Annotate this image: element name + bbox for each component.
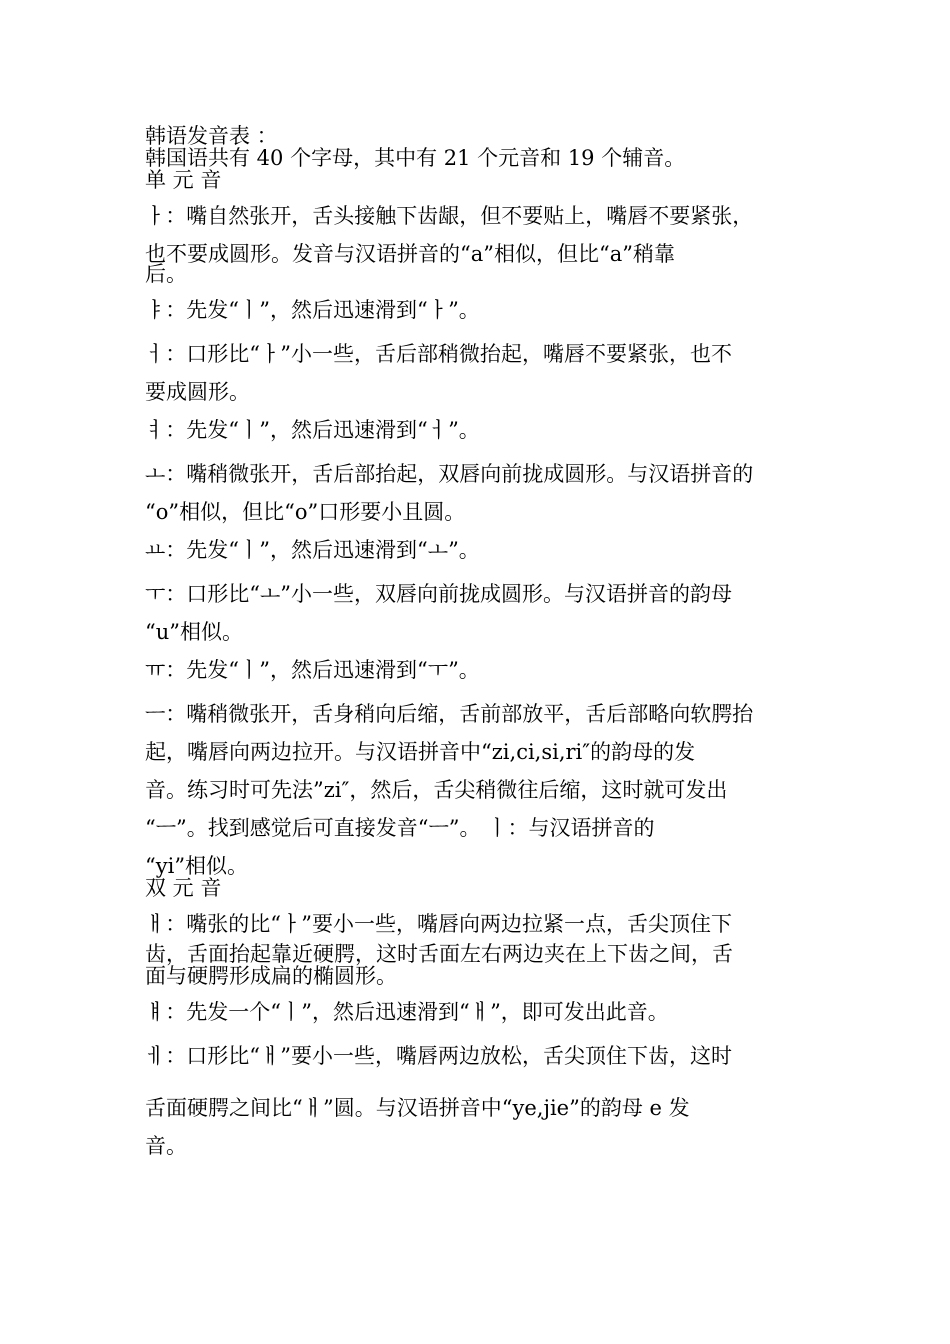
vowel-o-line-2: “o”相似，但比“o”口形要小且圆。 [145, 500, 466, 524]
vowel-eu-line-3: 音。练习时可先法”zi″，然后，舌尖稍微往后缩，这时就可发出 [145, 778, 728, 802]
vowel-yeo-line: ㅕ：先发“ㅣ”，然后迅速滑到“ㅓ”。 [145, 418, 480, 442]
vowel-yo-line: ㅛ：先发“ㅣ”，然后迅速滑到“ㅗ”。 [145, 538, 480, 562]
vowel-ae-line-2: 齿，舌面抬起靠近硬腭，这时舌面左右两边夹在上下齿之间，舌 [145, 942, 733, 966]
intro-text: 韩国语共有 40 个字母，其中有 21 个元音和 19 个辅音。 [145, 146, 686, 170]
vowel-yae-line: ㅒ：先发一个“ㅣ”，然后迅速滑到“ㅐ”，即可发出此音。 [145, 1000, 669, 1024]
vowel-ya-line: ㅑ：先发“ㅣ”，然后迅速滑到“ㅏ”。 [145, 298, 480, 322]
vowel-a-line-1: ㅏ：嘴自然张开，舌头接触下齿龈，但不要贴上，嘴唇不要紧张， [145, 204, 754, 228]
vowel-eo-line-2: 要成圆形。 [145, 380, 250, 404]
vowel-u-line-1: ㅜ：口形比“ㅗ”小一些，双唇向前拢成圆形。与汉语拼音的韵母 [145, 582, 733, 606]
vowel-yu-line: ㅠ：先发“ㅣ”，然后迅速滑到“ㅜ”。 [145, 658, 480, 682]
vowel-o-line-1: ㅗ：嘴稍微张开，舌后部抬起，双唇向前拢成圆形。与汉语拼音的 [145, 462, 754, 486]
vowel-eo-line-1: ㅓ：口形比“ㅏ”小一些，舌后部稍微抬起，嘴唇不要紧张，也不 [145, 342, 733, 366]
document-page [145, 125, 810, 1165]
vowel-u-line-2: “u”相似。 [145, 620, 243, 644]
document-title: 韩语发音表 ： [145, 124, 278, 148]
vowel-eu-line-4: “ㅡ”。找到感觉后可直接发音“ㅡ”。 ㅣ：与汉语拼音的 [145, 816, 655, 840]
vowel-ae-line-3: 面与硬腭形成扁的椭圆形。 [145, 964, 397, 988]
vowel-e-line-1: ㅔ：口形比“ㅐ”要小一些，嘴唇两边放松，舌尖顶住下齿，这时 [145, 1044, 733, 1068]
vowel-a-line-2: 也不要成圆形。发音与汉语拼音的“a”相似，但比“a”稍靠 [145, 242, 675, 266]
vowel-eu-line-2: 起，嘴唇向两边拉开。与汉语拼音中“zi,ci,si,ri″的韵母的发 [145, 740, 696, 764]
vowel-a-line-3: 后。 [145, 262, 187, 286]
vowel-ae-line-1: ㅐ：嘴张的比“ㅏ”要小一些，嘴唇向两边拉紧一点，舌尖顶住下 [145, 912, 733, 936]
section-heading-double-vowels: 双 元 音 [145, 876, 222, 900]
vowel-e-line-3: 音。 [145, 1134, 187, 1158]
section-heading-single-vowels: 单 元 音 [145, 168, 222, 192]
vowel-i-line: “yi”相似。 [145, 854, 249, 878]
vowel-eu-line-1: ㅡ：嘴稍微张开，舌身稍向后缩，舌前部放平，舌后部略向软腭抬 [145, 702, 754, 726]
vowel-e-line-2: 舌面硬腭之间比“ㅐ”圆。与汉语拼音中“ye,jie”的韵母 e 发 [145, 1096, 690, 1120]
